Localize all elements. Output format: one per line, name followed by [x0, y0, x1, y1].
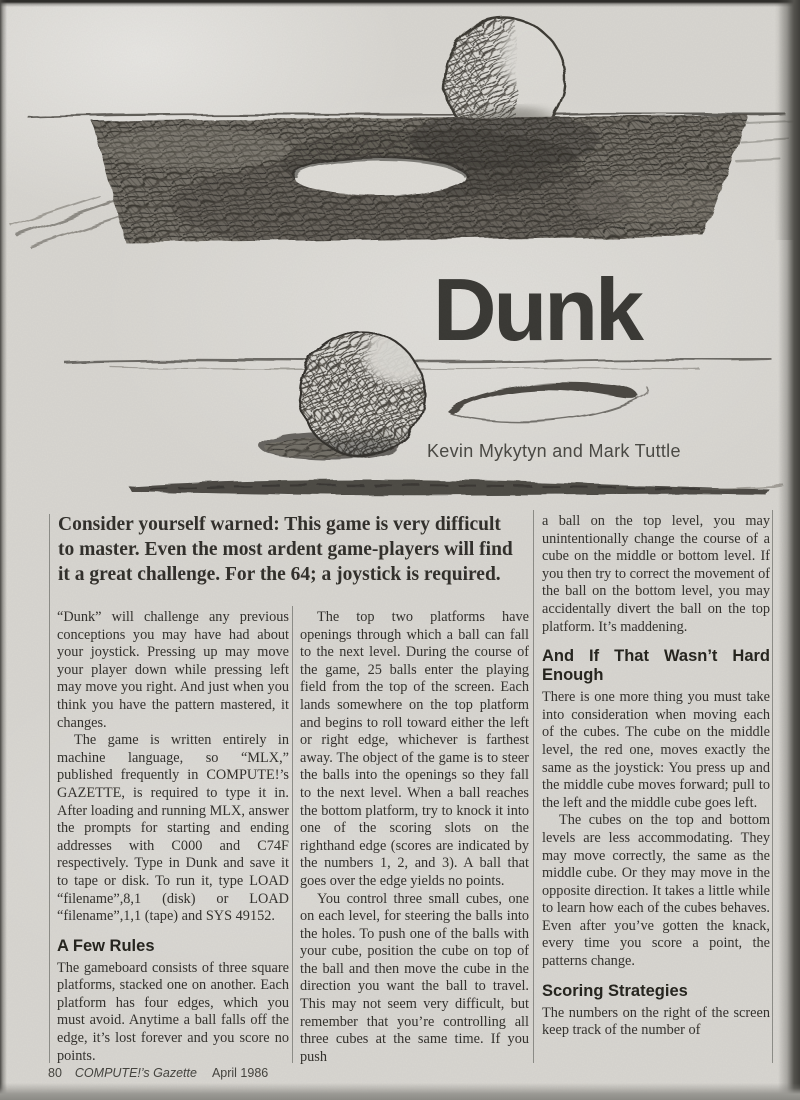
ground-sketch: [80, 108, 760, 253]
paragraph: The top two platforms have openings through which a ball can fall to the next level. During the course of the game, 25 balls enter the playing field from the top of the screen. Each lands somewhere on the top platform and begins to roll toward either the left or right edge, whichever is farthest away. The object of the game is to steer the balls into the openings so they fall to the next level. When a ball reaches the bottom platform, try to knock it into one of the scoring slots on the righthand edge (scores are indicated by the numbers 1, 2, and 3). A ball that goes over the edge yields no points.: [300, 609, 529, 889]
article-column-2: [300, 609, 529, 1070]
rule-column-2-3: [533, 510, 534, 1063]
rule-left: [49, 514, 50, 1063]
section-heading-a-few-rules: A Few Rules: [57, 936, 155, 955]
paragraph: The cubes on the top and bottom levels are less accommodating. They may move correctly, the same as the middle cube. Or they may move in the opposite direction. It takes a little while to learn how each of the cubes behaves. Even after you’ve gotten the knack, every time you score a point, the patterns change.: [542, 812, 770, 970]
byline: Kevin Mykytyn and Mark Tuttle: [427, 441, 681, 461]
paragraph: The gameboard consists of three square platforms, stacked one on another. Each platform has four edges, which you must avoid. Anytime a ball falls off the edge, it’s lost forever and you score no points.: [57, 959, 289, 1064]
issue-date: April 1986: [211, 1066, 269, 1080]
paragraph: The numbers on the right of the screen keep track of the number of: [542, 1004, 770, 1039]
page-number: 80: [48, 1066, 62, 1080]
paragraph: “Dunk” will challenge any previous conceptions you may have had about your joystick. Pressing up may move your player down while pressing left may move you right. And just when you think you have the pattern mastered, it changes.: [57, 609, 289, 731]
ball-sketch-bottom: [259, 328, 432, 470]
section-heading-scoring-strategies: Scoring Strategies: [542, 981, 688, 1000]
page-title: Dunk: [433, 260, 641, 359]
paragraph: There is one more thing you must take into consideration when moving each of the cubes. The cube on the middle level, the red one, moves exactly the same as the joystick: You press up and the middle cube moves forward; pull to the left and the middle cube goes left.: [542, 689, 770, 811]
hole-sketch-bottom: [447, 383, 648, 423]
section-heading-hard-enough: And If That Wasn’t Hard Enough: [542, 647, 770, 685]
header-illustration: [0, 0, 800, 500]
rule-column-1-2: [292, 606, 293, 1063]
page-footer: [48, 1066, 268, 1080]
magazine-title: COMPUTE!’s Gazette: [74, 1066, 197, 1080]
rule-right: [772, 510, 773, 1063]
paragraph: You control three small cubes, one on each level, for steering the balls into the holes. To push one of the balls with your cube, position the cube on top of the ball and then move the cube in the direction you want the ball to travel. This may not seem very difficult, but remember that you’re controlling all three cubes at the same time. If you push: [300, 890, 529, 1065]
article-column-3: [542, 513, 770, 1067]
scan-edge-bottom: [0, 1083, 800, 1100]
paragraph: a ball on the top level, you may unintentionally change the course of a cube on the middle or bottom level. If you then try to correct the movement of the ball on the bottom level, you may accidentally divert the ball on the top platform. It’s maddening.: [542, 513, 770, 635]
sketch-divider: [128, 480, 784, 496]
intro-deck: Consider yourself warned: This game is very difficult to master. Even the most ardent game-players will find it a great challenge. For the 64; a joystick is required.: [58, 514, 513, 585]
article-column-1: [57, 609, 289, 1070]
paragraph: The game is written entirely in machine language, so “MLX,” published frequently in COMPUTE!’s GAZETTE, is required to type it in. After loading and running MLX, answer the prompts for starting and ending addresses with C000 and C74F respectively. Type in Dunk and save it to tape or disk. To run it, type LOAD “filename”,8,1 (disk) or LOAD “filename”,1,1 (tape) and SYS 49152.: [57, 732, 289, 925]
